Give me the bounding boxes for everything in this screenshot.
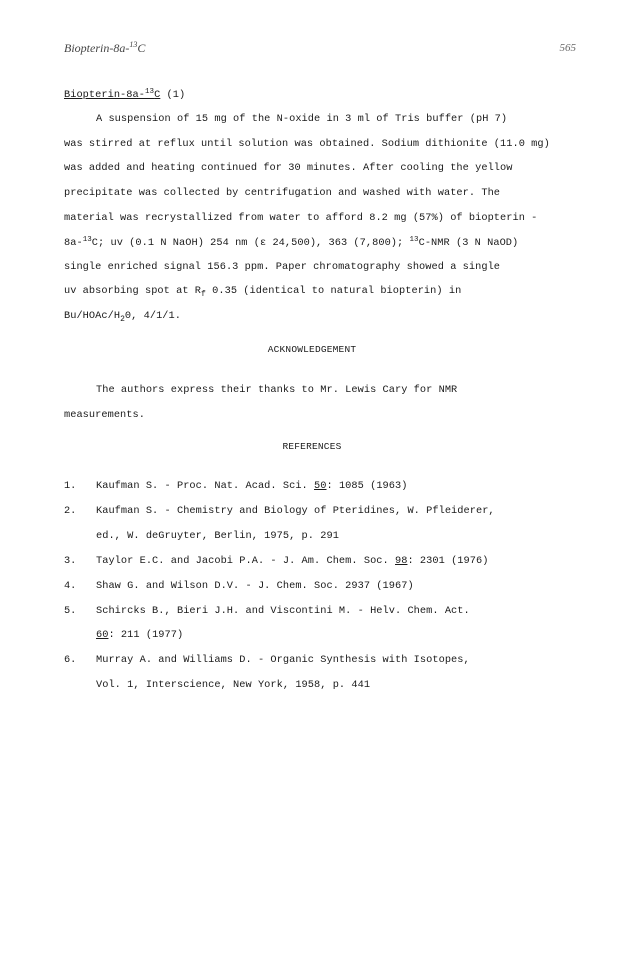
- l8-sub: f: [201, 290, 206, 299]
- ref-num: 4.: [64, 580, 77, 592]
- ack-line-1: The authors express their thanks to Mr. Lewis Cary for NMR: [96, 384, 458, 396]
- body-line-5: material was recrystallized from water to afford 8.2 mg (57%) of biopterin -: [64, 212, 538, 224]
- body-line-2: was stirred at reflux until solution was obtained. Sodium dithionite (11.0 mg): [64, 138, 550, 150]
- ref-pages: : 1085 (1963): [326, 480, 408, 492]
- section-heading: [64, 88, 185, 101]
- l6-c: C-NMR (3 N NaOD): [418, 237, 519, 249]
- ref-pages: : 2301 (1976): [407, 555, 489, 567]
- ref-num: 1.: [64, 480, 77, 492]
- body-line-1: A suspension of 15 mg of the N-oxide in 3 ml of Tris buffer (pH 7): [96, 113, 508, 125]
- heading-sup: 13: [144, 88, 155, 96]
- body-line-7: single enriched signal 156.3 ppm. Paper chromatography showed a single: [64, 261, 501, 273]
- running-head: [64, 40, 145, 56]
- ref-item: Murray A. and Williams D. - Organic Synthesis with Isotopes,: [96, 654, 470, 666]
- l9-a: Bu/HOAc/H: [64, 310, 121, 322]
- ref-item-cont: Vol. 1, Interscience, New York, 1958, p. 441: [96, 679, 371, 691]
- ref-text: Kaufman S. - Proc. Nat. Acad. Sci.: [96, 480, 315, 492]
- ref-item: [96, 480, 407, 492]
- ref-num: 3.: [64, 555, 77, 567]
- refs-heading: REFERENCES: [282, 441, 342, 452]
- running-title-sup: 13: [129, 40, 138, 49]
- ref-item: [96, 555, 488, 567]
- ref-pages: : 211 (1977): [108, 629, 184, 641]
- l8-b: 0.35 (identical to natural biopterin) in: [205, 285, 462, 297]
- body-line-6: [64, 236, 518, 249]
- ref-num: 5.: [64, 605, 77, 617]
- ref-item: Shaw G. and Wilson D.V. - J. Chem. Soc. 2937 (1967): [96, 580, 414, 592]
- running-title: Biopterin-8a-: [64, 41, 130, 55]
- heading-pre: Biopterin-8a-: [64, 89, 145, 101]
- ref-volume: 50: [314, 480, 327, 492]
- ref-item: Schircks B., Bieri J.H. and Viscontini M. - Helv. Chem. Act.: [96, 605, 470, 617]
- body-line-8: [64, 285, 461, 299]
- body-line-3: was added and heating continued for 30 minutes. After cooling the yellow: [64, 162, 513, 174]
- l6-b: C; uv (0.1 N NaOH) 254 nm (ε 24,500), 363 (7,800);: [91, 237, 410, 249]
- l6-a: 8a-: [64, 237, 83, 249]
- heading-post: (1): [160, 89, 186, 101]
- ref-item-cont: ed., W. deGruyter, Berlin, 1975, p. 291: [96, 530, 339, 542]
- l6-sup2: 13: [409, 236, 419, 244]
- l8-a: uv absorbing spot at R: [64, 285, 202, 297]
- ref-num: 2.: [64, 505, 77, 517]
- l9-b: 0, 4/1/1.: [124, 310, 181, 322]
- ref-volume: 98: [395, 555, 408, 567]
- heading-c: C: [154, 89, 161, 101]
- body-line-4: precipitate was collected by centrifugation and washed with water. The: [64, 187, 501, 199]
- ack-line-2: measurements.: [64, 409, 145, 421]
- running-title-end: C: [137, 41, 146, 55]
- ref-item-cont: [96, 629, 183, 641]
- ack-heading: ACKNOWLEDGEMENT: [267, 344, 357, 355]
- ref-text: Taylor E.C. and Jacobi P.A. - J. Am. Chem. Soc.: [96, 555, 395, 567]
- ref-item: Kaufman S. - Chemistry and Biology of Pteridines, W. Pfleiderer,: [96, 505, 495, 517]
- l6-sup1: 13: [82, 236, 92, 244]
- ref-num: 6.: [64, 654, 77, 666]
- body-line-9: [64, 310, 181, 324]
- ref-volume: 60: [96, 629, 109, 641]
- page-number: 565: [559, 42, 576, 54]
- l9-sub: 2: [120, 315, 125, 324]
